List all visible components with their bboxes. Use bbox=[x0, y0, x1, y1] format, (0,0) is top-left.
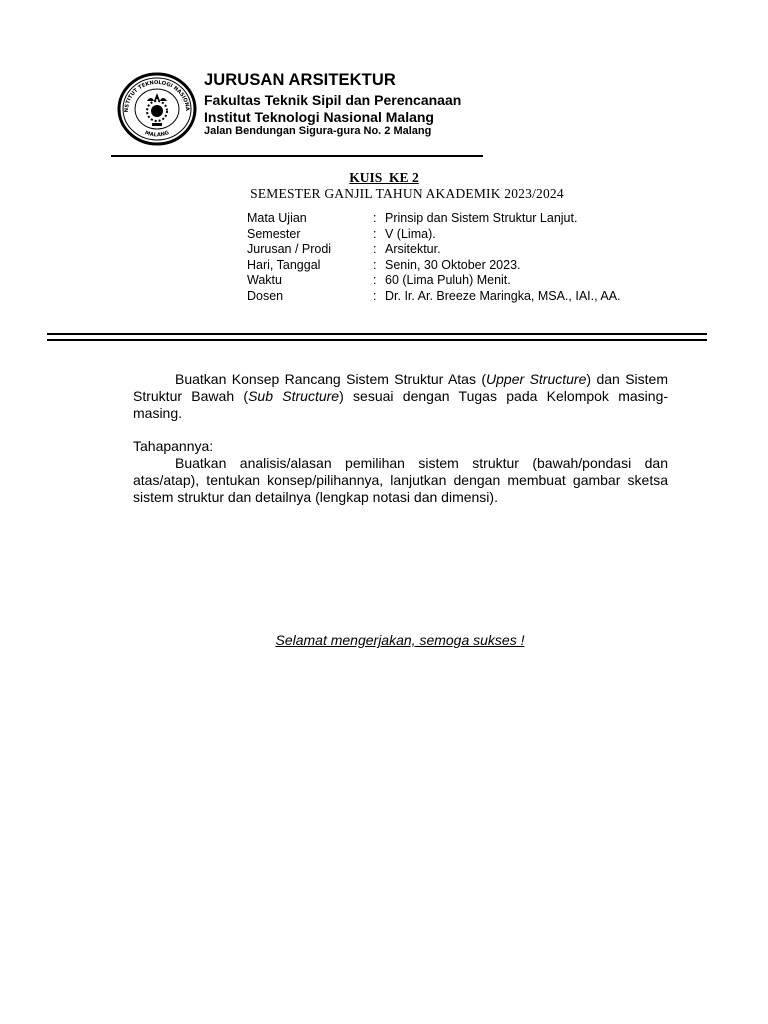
info-label: Waktu bbox=[247, 273, 282, 287]
letterhead bbox=[204, 72, 461, 137]
info-separator: : bbox=[373, 288, 377, 303]
info-row bbox=[247, 227, 621, 243]
steps-paragraph: Buatkan analisis/alasan pemilihan sistem struktur (bawah/pondasi dan atas/atap), tentukan konsep/pilihannya, lanjutkan dengan membuat gambar sketsa sistem struktur dan detailnya (lengkap notasi dan dimensi). bbox=[133, 455, 668, 505]
info-separator: : bbox=[373, 273, 377, 287]
info-row bbox=[247, 242, 621, 258]
logo-ring-subtext: MALANG bbox=[144, 130, 171, 139]
logo-ring-text: NSTITUT TEKNOLOGI NASIONA bbox=[123, 79, 191, 113]
info-label: Mata Ujian bbox=[247, 211, 307, 225]
info-value: Dr. Ir. Ar. Breeze Maringka, MSA., IAI., AA. bbox=[385, 288, 621, 303]
institute-name: Institut Teknologi Nasional Malang bbox=[204, 108, 434, 125]
info-separator: : bbox=[373, 211, 377, 225]
info-row bbox=[247, 258, 621, 274]
info-label: Jurusan / Prodi bbox=[247, 242, 332, 256]
info-label: Dosen bbox=[247, 288, 284, 303]
info-separator: : bbox=[373, 242, 377, 256]
info-value: Prinsip dan Sistem Struktur Lanjut. bbox=[385, 211, 578, 225]
sub-structure-term: Sub Structure bbox=[248, 388, 340, 404]
closing-message: Selamat mengerjakan, semoga sukses ! bbox=[275, 632, 525, 648]
instruction-text: ) sesuai dengan Tugas pada Kelompok masing-masing. bbox=[133, 388, 669, 421]
info-row bbox=[247, 289, 621, 305]
institute-address: Jalan Bendungan Sigura-gura No. 2 Malang bbox=[204, 124, 432, 137]
faculty-name: Fakultas Teknik Sipil dan Perencanaan bbox=[204, 91, 462, 108]
upper-structure-term: Upper Structure bbox=[486, 371, 587, 387]
exam-info-table bbox=[247, 211, 621, 304]
steps-heading: Tahapannya: bbox=[133, 438, 214, 454]
instruction-paragraph bbox=[133, 371, 668, 422]
instruction-text: Buatkan Konsep Rancang Sistem Struktur Atas ( bbox=[175, 371, 487, 387]
institute-logo bbox=[116, 71, 198, 147]
info-separator: : bbox=[373, 226, 377, 241]
letterhead-divider bbox=[111, 155, 483, 157]
info-label: Hari, Tanggal bbox=[247, 257, 321, 272]
info-value: 60 (Lima Puluh) Menit. bbox=[385, 273, 511, 287]
info-value: V (Lima). bbox=[385, 226, 436, 241]
info-value: Senin, 30 Oktober 2023. bbox=[385, 257, 521, 272]
info-label: Semester bbox=[247, 226, 301, 241]
info-separator: : bbox=[373, 257, 377, 272]
department-name: JURUSAN ARSITEKTUR bbox=[204, 71, 396, 89]
section-divider bbox=[47, 333, 707, 341]
semester-title: SEMESTER GANJIL TAHUN AKADEMIK 2023/2024 bbox=[250, 186, 564, 201]
info-row bbox=[247, 273, 621, 289]
instruction-text: ) dan Sistem Struktur Bawah ( bbox=[133, 371, 668, 404]
info-value: Arsitektur. bbox=[385, 242, 441, 256]
quiz-title: KUIS KE 2 bbox=[349, 170, 419, 185]
info-row bbox=[247, 211, 621, 227]
